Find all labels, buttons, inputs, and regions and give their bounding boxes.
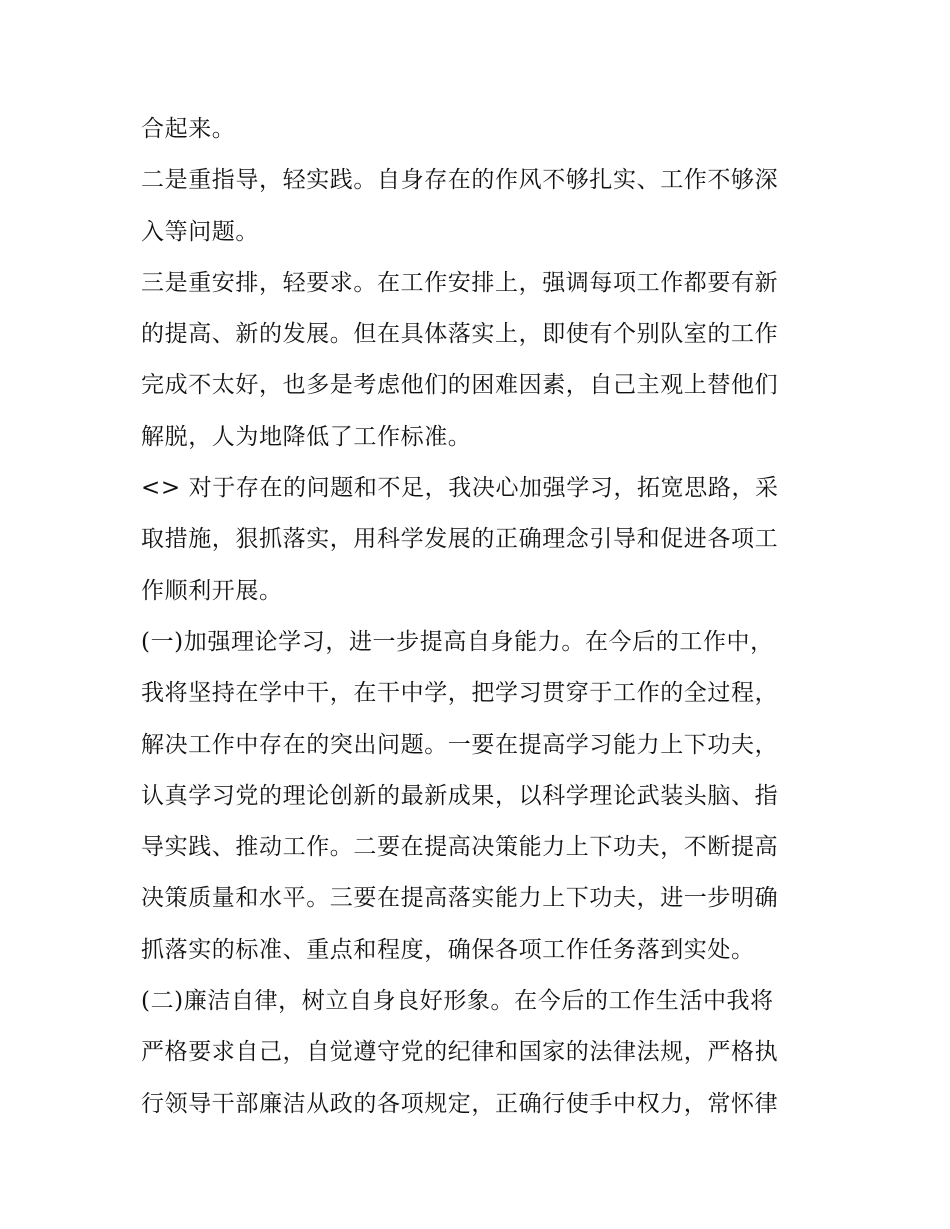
text-line: 解决工作中存在的突出问题。一要在提高学习能力上下功夫， xyxy=(141,731,779,758)
text-line: 解脱，人为地降低了工作标准。 xyxy=(141,423,472,450)
text-line: 三是重安排，轻要求。在工作安排上，强调每项工作都要有新 xyxy=(141,269,779,296)
text-line: <> 对于存在的问题和不足，我决心加强学习，拓宽思路，采 xyxy=(141,475,779,502)
text-line: 完成不太好，也多是考虑他们的困难因素，自己主观上替他们 xyxy=(141,372,779,399)
text-line: 入等问题。 xyxy=(141,218,259,245)
text-line: 作顺利开展。 xyxy=(141,577,283,604)
text-line: 的提高、新的发展。但在具体落实上，即使有个别队室的工作 xyxy=(141,321,779,348)
text-line: 二是重指导，轻实践。自身存在的作风不够扎实、工作不够深 xyxy=(141,167,779,194)
text-line: 决策质量和水平。三要在提高落实能力上下功夫，进一步明确 xyxy=(141,885,779,912)
text-line: (一)加强理论学习，进一步提高自身能力。在今后的工作中， xyxy=(141,628,774,655)
text-line: 抓落实的标准、重点和程度，确保各项工作任务落到实处。 xyxy=(141,936,755,963)
text-line: 行领导干部廉洁从政的各项规定，正确行使手中权力，常怀律 xyxy=(141,1090,779,1117)
body-text xyxy=(141,104,821,1130)
text-line: 认真学习党的理论创新的最新成果，以科学理论武装头脑、指 xyxy=(141,782,779,809)
text-line: 我将坚持在学中干，在干中学，把学习贯穿于工作的全过程， xyxy=(141,680,779,707)
text-line: 导实践、推动工作。二要在提高决策能力上下功夫，不断提高 xyxy=(141,834,779,861)
text-line: (二)廉洁自律，树立自身良好形象。在今后的工作生活中我将 xyxy=(141,988,774,1015)
text-line: 取措施，狠抓落实，用科学发展的正确理念引导和促进各项工 xyxy=(141,526,779,553)
text-line: 合起来。 xyxy=(141,116,236,142)
text-line: 严格要求自己，自觉遵守党的纪律和国家的法律法规，严格执 xyxy=(141,1039,779,1066)
